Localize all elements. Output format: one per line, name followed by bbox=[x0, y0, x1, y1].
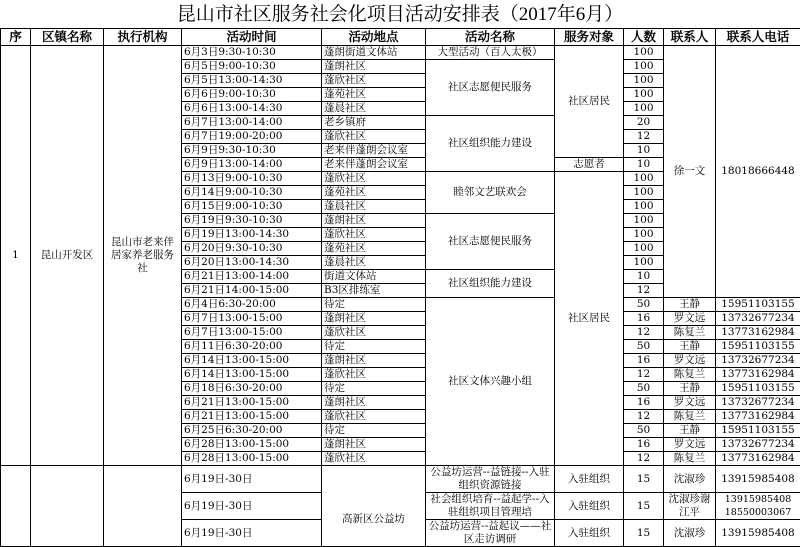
activity-cell[interactable]: 社区志愿便民服务 bbox=[426, 214, 555, 270]
count-cell[interactable]: 10 bbox=[624, 270, 664, 284]
place-cell[interactable]: 高新区公益坊 bbox=[322, 466, 426, 547]
target-cell[interactable]: 社区居民 bbox=[555, 46, 624, 158]
time-cell[interactable]: 6月5日9:00-10:30 bbox=[182, 60, 322, 74]
count-cell[interactable]: 100 bbox=[624, 228, 664, 242]
count-cell[interactable]: 16 bbox=[624, 312, 664, 326]
time-cell[interactable]: 6月6日13:00-14:30 bbox=[182, 102, 322, 116]
phone-cell[interactable]: 13915985408 bbox=[716, 466, 800, 493]
count-cell[interactable]: 15 bbox=[624, 493, 664, 520]
contact-cell[interactable]: 王静 bbox=[664, 340, 716, 354]
time-cell[interactable]: 6月19日-30日 bbox=[182, 493, 322, 520]
count-cell[interactable]: 100 bbox=[624, 102, 664, 116]
seq-cell[interactable] bbox=[1, 466, 31, 547]
count-cell[interactable]: 100 bbox=[624, 200, 664, 214]
count-cell[interactable]: 100 bbox=[624, 256, 664, 270]
header-target: 服务对象 bbox=[555, 29, 624, 46]
count-cell[interactable]: 12 bbox=[624, 368, 664, 382]
phone-cell[interactable]: 13773162984 bbox=[716, 368, 800, 382]
time-cell[interactable]: 6月19日-30日 bbox=[182, 520, 322, 547]
phone-cell[interactable]: 13773162984 bbox=[716, 326, 800, 340]
count-cell[interactable]: 100 bbox=[624, 60, 664, 74]
time-cell[interactable]: 6月7日13:00-15:00 bbox=[182, 312, 322, 326]
count-cell[interactable]: 12 bbox=[624, 452, 664, 466]
schedule-table bbox=[0, 28, 800, 547]
target-cell[interactable]: 志愿者 bbox=[555, 158, 624, 172]
phone-cell[interactable]: 13732677234 bbox=[716, 438, 800, 452]
activity-cell[interactable]: 睦邻文艺联欢会 bbox=[426, 172, 555, 214]
place-cell[interactable]: 蓬欣社区 bbox=[322, 130, 426, 144]
count-cell[interactable]: 100 bbox=[624, 186, 664, 200]
activity-cell[interactable]: 公益坊运营--益起议——社区走访调研 bbox=[426, 520, 555, 547]
contact-cell[interactable]: 沈淑珍 bbox=[664, 466, 716, 493]
time-cell[interactable]: 6月21日14:00-15:00 bbox=[182, 284, 322, 298]
time-cell[interactable]: 6月11日6:30-20:00 bbox=[182, 340, 322, 354]
place-cell[interactable]: 蓬欣社区 bbox=[322, 172, 426, 186]
place-cell[interactable]: 蓬欣社区 bbox=[322, 326, 426, 340]
count-cell[interactable]: 20 bbox=[624, 116, 664, 130]
place-cell[interactable]: 待定 bbox=[322, 298, 426, 312]
phone-cell[interactable]: 13773162984 bbox=[716, 410, 800, 424]
contact-cell[interactable]: 徐一文 bbox=[664, 46, 716, 298]
time-cell[interactable]: 6月21日13:00-15:00 bbox=[182, 410, 322, 424]
district-cell[interactable] bbox=[31, 466, 104, 547]
contact-cell[interactable]: 陈复兰 bbox=[664, 410, 716, 424]
org-cell[interactable] bbox=[104, 466, 182, 547]
time-cell[interactable]: 6月14日9:00-10:30 bbox=[182, 186, 322, 200]
place-cell[interactable]: 蓬朗社区 bbox=[322, 438, 426, 452]
target-cell[interactable]: 社区居民 bbox=[555, 172, 624, 466]
place-cell[interactable]: 蓬晨社区 bbox=[322, 256, 426, 270]
activity-cell[interactable]: 社区志愿便民服务 bbox=[426, 60, 555, 116]
count-cell[interactable]: 10 bbox=[624, 144, 664, 158]
place-cell[interactable]: 蓬朗社区 bbox=[322, 60, 426, 74]
count-cell[interactable]: 100 bbox=[624, 74, 664, 88]
time-cell[interactable]: 6月14日13:00-15:00 bbox=[182, 368, 322, 382]
place-cell[interactable]: 蓬欣社区 bbox=[322, 410, 426, 424]
contact-cell[interactable]: 陈复兰 bbox=[664, 368, 716, 382]
header-place: 活动地点 bbox=[322, 29, 426, 46]
time-cell[interactable]: 6月19日-30日 bbox=[182, 466, 322, 493]
time-cell[interactable]: 6月5日13:00-14:30 bbox=[182, 74, 322, 88]
contact-cell[interactable]: 沈淑珍谢江平 bbox=[664, 493, 716, 520]
time-cell[interactable]: 6月19日9:30-10:30 bbox=[182, 214, 322, 228]
time-cell[interactable]: 6月14日13:00-15:00 bbox=[182, 354, 322, 368]
count-cell[interactable]: 12 bbox=[624, 326, 664, 340]
header-contact: 联系人 bbox=[664, 29, 716, 46]
count-cell[interactable]: 12 bbox=[624, 410, 664, 424]
count-cell[interactable]: 12 bbox=[624, 130, 664, 144]
count-cell[interactable]: 12 bbox=[624, 284, 664, 298]
activity-cell[interactable]: 社区组织能力建设 bbox=[426, 270, 555, 298]
time-cell[interactable]: 6月4日6:30-20:00 bbox=[182, 298, 322, 312]
time-cell[interactable]: 6月18日6:30-20:00 bbox=[182, 382, 322, 396]
contact-cell[interactable]: 沈淑珍 bbox=[664, 520, 716, 547]
time-cell[interactable]: 6月3日9:30-10:30 bbox=[182, 46, 322, 60]
phone-cell[interactable]: 13915985408 18550003067 bbox=[716, 493, 800, 520]
phone-cell[interactable]: 13732677234 bbox=[716, 396, 800, 410]
header-seq: 序 bbox=[1, 29, 31, 46]
header-activity: 活动名称 bbox=[426, 29, 555, 46]
count-cell[interactable]: 15 bbox=[624, 466, 664, 493]
time-cell[interactable]: 6月15日9:00-10:30 bbox=[182, 200, 322, 214]
count-cell[interactable]: 50 bbox=[624, 424, 664, 438]
time-cell[interactable]: 6月20日9:30-10:30 bbox=[182, 242, 322, 256]
place-cell[interactable]: 蓬晨社区 bbox=[322, 102, 426, 116]
count-cell[interactable]: 16 bbox=[624, 396, 664, 410]
count-cell[interactable]: 100 bbox=[624, 242, 664, 256]
place-cell[interactable]: 待定 bbox=[322, 424, 426, 438]
contact-cell[interactable]: 罗文远 bbox=[664, 312, 716, 326]
time-cell[interactable]: 6月9日9:30-10:30 bbox=[182, 144, 322, 158]
time-cell[interactable]: 6月7日13:00-15:00 bbox=[182, 326, 322, 340]
place-cell[interactable]: 蓬欣社区 bbox=[322, 368, 426, 382]
activity-cell[interactable]: 大型活动（百人太极） bbox=[426, 46, 555, 60]
target-cell[interactable]: 入驻组织 bbox=[555, 493, 624, 520]
phone-cell[interactable]: 15951103155 bbox=[716, 382, 800, 396]
time-cell[interactable]: 6月28日13:00-15:00 bbox=[182, 452, 322, 466]
time-cell[interactable]: 6月21日13:00-15:00 bbox=[182, 396, 322, 410]
count-cell[interactable]: 16 bbox=[624, 438, 664, 452]
target-cell[interactable]: 入驻组织 bbox=[555, 520, 624, 547]
place-cell[interactable]: 蓬朗街道文体站 bbox=[322, 46, 426, 60]
sheet-title: 昆山市社区服务社会化项目活动安排表（2017年6月） bbox=[0, 0, 800, 28]
header-district: 区镇名称 bbox=[31, 29, 104, 46]
time-cell[interactable]: 6月19日13:00-14:30 bbox=[182, 228, 322, 242]
count-cell[interactable]: 100 bbox=[624, 88, 664, 102]
place-cell[interactable]: 蓬欣社区 bbox=[322, 228, 426, 242]
header-org: 执行机构 bbox=[104, 29, 182, 46]
phone-cell[interactable]: 13915985408 bbox=[716, 520, 800, 547]
activity-cell[interactable]: 社会组织培育--益起学--入驻组织项目管理培 bbox=[426, 493, 555, 520]
place-cell[interactable]: 蓬朗社区 bbox=[322, 214, 426, 228]
header-time: 活动时间 bbox=[182, 29, 322, 46]
contact-cell[interactable]: 罗文远 bbox=[664, 354, 716, 368]
place-cell[interactable]: 蓬晨社区 bbox=[322, 200, 426, 214]
activity-cell[interactable]: 公益坊运营--益链接--入驻组织资源链接 bbox=[426, 466, 555, 493]
contact-cell[interactable]: 罗文远 bbox=[664, 396, 716, 410]
district-cell[interactable]: 昆山开发区 bbox=[31, 46, 104, 466]
time-cell[interactable]: 6月21日13:00-14:00 bbox=[182, 270, 322, 284]
time-cell[interactable]: 6月7日19:00-20:00 bbox=[182, 130, 322, 144]
place-cell[interactable]: 老来伴蓬朗会议室 bbox=[322, 158, 426, 172]
place-cell[interactable]: B3区排练室 bbox=[322, 284, 426, 298]
table-row bbox=[1, 46, 800, 60]
place-cell[interactable]: 老来伴蓬朗会议室 bbox=[322, 144, 426, 158]
count-cell[interactable]: 15 bbox=[624, 520, 664, 547]
contact-cell[interactable]: 王静 bbox=[664, 382, 716, 396]
time-cell[interactable]: 6月6日9:00-10:30 bbox=[182, 88, 322, 102]
phone-cell[interactable]: 13773162984 bbox=[716, 452, 800, 466]
header-count: 人数 bbox=[624, 29, 664, 46]
count-cell[interactable]: 10 bbox=[624, 158, 664, 172]
phone-cell[interactable]: 15951103155 bbox=[716, 424, 800, 438]
time-cell[interactable]: 6月9日13:00-14:00 bbox=[182, 158, 322, 172]
contact-cell[interactable]: 陈复兰 bbox=[664, 452, 716, 466]
place-cell[interactable]: 蓬朗社区 bbox=[322, 396, 426, 410]
place-cell[interactable]: 蓬苑社区 bbox=[322, 186, 426, 200]
phone-cell[interactable]: 18018666448 bbox=[716, 46, 800, 298]
time-cell[interactable]: 6月7日13:00-14:00 bbox=[182, 116, 322, 130]
place-cell[interactable]: 蓬苑社区 bbox=[322, 242, 426, 256]
time-cell[interactable]: 6月13日9:00-10:30 bbox=[182, 172, 322, 186]
phone-cell[interactable]: 15951103155 bbox=[716, 340, 800, 354]
phone-cell[interactable]: 13732677234 bbox=[716, 354, 800, 368]
count-cell[interactable]: 50 bbox=[624, 298, 664, 312]
count-cell[interactable]: 100 bbox=[624, 172, 664, 186]
target-cell[interactable]: 入驻组织 bbox=[555, 466, 624, 493]
header-row bbox=[1, 29, 800, 46]
header-phone: 联系人电话 bbox=[716, 29, 800, 46]
activity-cell[interactable]: 社区组织能力建设 bbox=[426, 116, 555, 172]
count-cell[interactable]: 100 bbox=[624, 214, 664, 228]
place-cell[interactable]: 蓬欣社区 bbox=[322, 452, 426, 466]
place-cell[interactable]: 街道文体站 bbox=[322, 270, 426, 284]
contact-cell[interactable]: 罗文远 bbox=[664, 438, 716, 452]
time-cell[interactable]: 6月25日6:30-20:00 bbox=[182, 424, 322, 438]
count-cell[interactable]: 100 bbox=[624, 46, 664, 60]
place-cell[interactable]: 老乡镇府 bbox=[322, 116, 426, 130]
phone-cell[interactable]: 13732677234 bbox=[716, 312, 800, 326]
phone-cell[interactable]: 15951103155 bbox=[716, 298, 800, 312]
place-cell[interactable]: 待定 bbox=[322, 340, 426, 354]
table-row bbox=[1, 466, 800, 493]
contact-cell[interactable]: 陈复兰 bbox=[664, 326, 716, 340]
contact-cell[interactable]: 王静 bbox=[664, 298, 716, 312]
org-cell[interactable]: 昆山市老来伴居家养老服务社 bbox=[104, 46, 182, 466]
count-cell[interactable]: 50 bbox=[624, 382, 664, 396]
place-cell[interactable]: 待定 bbox=[322, 382, 426, 396]
place-cell[interactable]: 蓬苑社区 bbox=[322, 88, 426, 102]
activity-cell[interactable]: 社区文体兴趣小组 bbox=[426, 298, 555, 466]
time-cell[interactable]: 6月28日13:00-15:00 bbox=[182, 438, 322, 452]
place-cell[interactable]: 蓬朗社区 bbox=[322, 354, 426, 368]
contact-cell[interactable]: 王静 bbox=[664, 424, 716, 438]
seq-cell[interactable]: 1 bbox=[1, 46, 31, 466]
place-cell[interactable]: 蓬欣社区 bbox=[322, 74, 426, 88]
time-cell[interactable]: 6月20日13:00-14:30 bbox=[182, 256, 322, 270]
place-cell[interactable]: 蓬朗社区 bbox=[322, 312, 426, 326]
count-cell[interactable]: 50 bbox=[624, 340, 664, 354]
count-cell[interactable]: 16 bbox=[624, 354, 664, 368]
